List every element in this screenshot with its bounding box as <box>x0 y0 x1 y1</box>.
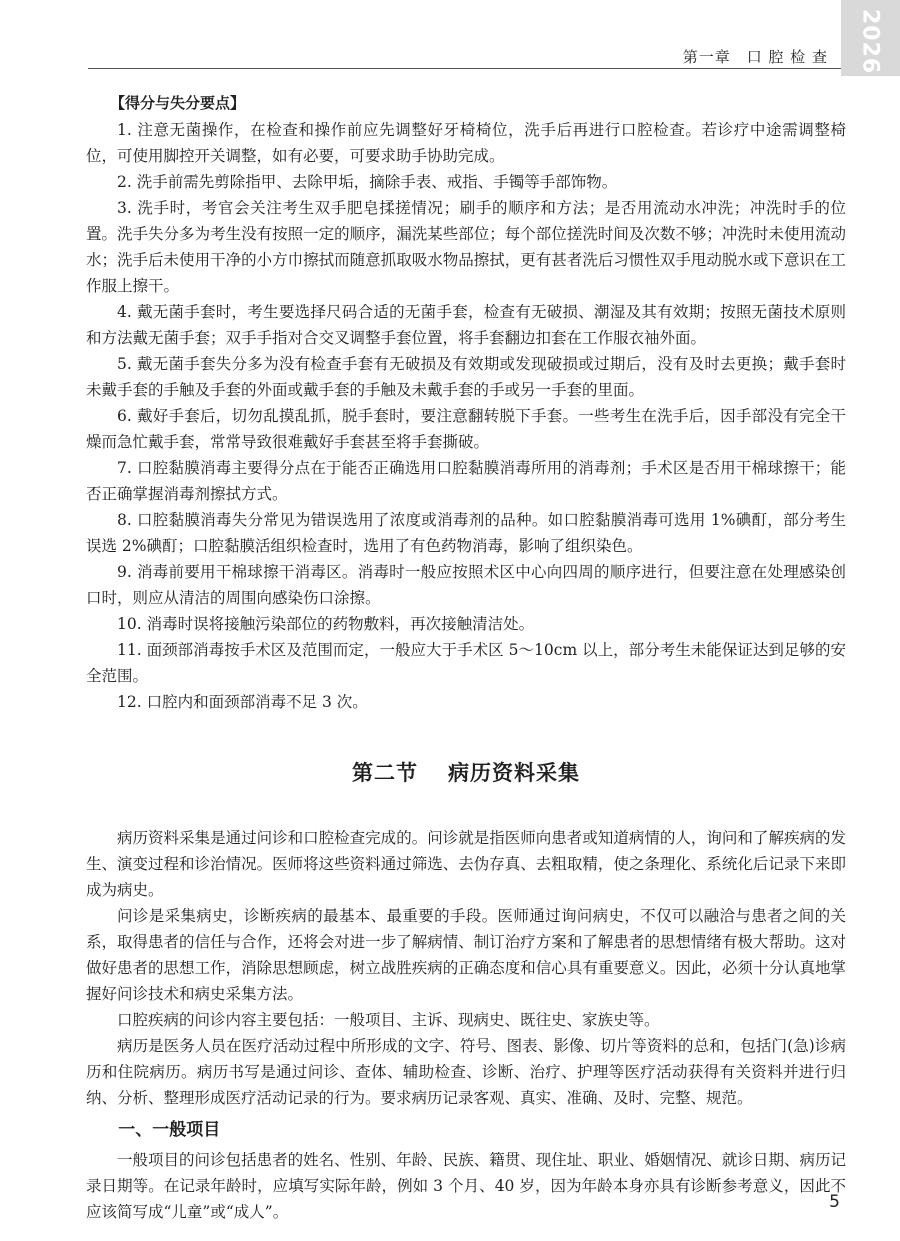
subsection-paragraph: 一般项目的问诊包括患者的姓名、性别、年龄、民族、籍贯、现住址、职业、婚姻情况、就诊日期、病历记录日期等。在记录年龄时，应填写实际年龄，例如 3 个月、40 岁，因为年龄本身亦具有诊断参考意义，因此不应该简写成“儿童”或“成人”。 <box>86 1151 846 1221</box>
header-rule <box>88 68 841 69</box>
section-name: 病历资料采集 <box>448 761 580 785</box>
scoring-item: 2. 洗手前需先剪除指甲、去除甲垢，摘除手表、戒指、手镯等手部饰物。 <box>117 173 618 191</box>
subsection-title: 一、一般项目 <box>118 1120 221 1140</box>
scoring-item: 3. 洗手时，考官会关注考生双手肥皂揉搓情况；刷手的顺序和方法；是否用流动水冲洗；冲洗时手的位置。洗手失分多为考生没有按照一定的顺序，漏洗某些部位；每个部位搓洗时间及次数不够；冲洗时未使用流动水；洗手后未使用干净的小方巾擦拭而随意抓取吸水物品擦拭，更有甚者洗后习惯性双手甩动脱水或下意识在工作服上擦干。 <box>86 199 846 295</box>
scoring-item: 1. 注意无菌操作，在检查和操作前应先调整好牙椅椅位，洗手后再进行口腔检查。若诊疗中途需调整椅位，可使用脚控开关调整，如有必要，可要求助手协助完成。 <box>86 121 846 165</box>
scoring-item: 10. 消毒时误将接触污染部位的药物敷料，再次接触清洁处。 <box>117 615 535 633</box>
scoring-item: 9. 消毒前要用干棉球擦干消毒区。消毒时一般应按照术区中心向四周的顺序进行，但要注意在处理感染创口时，则应从清洁的周围向感染伤口涂擦。 <box>86 563 846 607</box>
section-paragraph: 问诊是采集病史，诊断疾病的最基本、最重要的手段。医师通过询问病史，不仅可以融洽与患者之间的关系，取得患者的信任与合作，还将会对进一步了解病情、制订治疗方案和了解患者的思想情绪有极大帮助。这对做好患者的思想工作，消除思想顾虑，树立战胜疾病的正确态度和信心具有重要意义。因此，必须十分认真地掌握好问诊技术和病史采集方法。 <box>86 907 846 1003</box>
scoring-item: 11. 面颈部消毒按手术区及范围而定，一般应大于手术区 5～10cm 以上，部分考生未能保证达到足够的安全范围。 <box>86 641 846 685</box>
scoring-item: 4. 戴无菌手套时，考生要选择尺码合适的无菌手套，检查有无破损、潮湿及其有效期；按照无菌技术原则和方法戴无菌手套；双手手指对合交叉调整手套位置，将手套翻边扣套在工作服衣袖外面。 <box>86 303 846 347</box>
scoring-heading: 【得分与失分要点】 <box>110 94 246 112</box>
scoring-item: 12. 口腔内和面颈部消毒不足 3 次。 <box>117 693 368 711</box>
page-content <box>86 90 846 1225</box>
section-paragraphs <box>86 825 846 1111</box>
running-header-chapter: 第一章 口 腔 检 查 <box>682 48 828 66</box>
section-paragraph: 病历是医务人员在医疗活动过程中所形成的文字、符号、图表、影像、切片等资料的总和，包括门(急)诊病历和住院病历。病历书写是通过问诊、查体、辅助检查、诊断、治疗、护理等医疗活动获得有关资料并进行归纳、分析、整理形成医疗活动记录的行为。要求病历记录客观、真实、准确、及时、完整、规范。 <box>86 1037 846 1107</box>
header-year-text: 2026 <box>857 9 883 75</box>
section-paragraph: 口腔疾病的问诊内容主要包括：一般项目、主诉、现病史、既往史、家族史等。 <box>117 1011 660 1029</box>
section-number: 第二节 <box>352 761 418 785</box>
scoring-item: 6. 戴好手套后，切勿乱摸乱抓，脱手套时，要注意翻转脱下手套。一些考生在洗手后，因手部没有完全干燥而急忙戴手套，常常导致很难戴好手套甚至将手套撕破。 <box>86 407 846 451</box>
scoring-item: 7. 口腔黏膜消毒主要得分点在于能否正确选用口腔黏膜消毒所用的消毒剂；手术区是否用干棉球擦干；能否正确掌握消毒剂擦拭方式。 <box>86 459 846 503</box>
page-number: 5 <box>829 1192 840 1212</box>
scoring-list <box>86 117 846 715</box>
section-title <box>86 757 846 787</box>
scoring-item: 8. 口腔黏膜消毒失分常见为错误选用了浓度或消毒剂的品种。如口腔黏膜消毒可选用 1%碘酊，部分考生误选 2%碘酊；口腔黏膜活组织检查时，选用了有色药物消毒，影响了组织染色。 <box>86 511 846 555</box>
scoring-item: 5. 戴无菌手套失分多为没有检查手套有无破损及有效期或发现破损或过期后，没有及时去更换；戴手套时未戴手套的手触及手套的外面或戴手套的手触及未戴手套的手或另一手套的里面。 <box>86 355 846 399</box>
section-paragraph: 病历资料采集是通过问诊和口腔检查完成的。问诊就是指医师向患者或知道病情的人，询问和了解疾病的发生、演变过程和诊治情况。医师将这些资料通过筛选、去伪存真、去粗取精，使之条理化、系统化后记录下来即成为病史。 <box>86 829 846 899</box>
